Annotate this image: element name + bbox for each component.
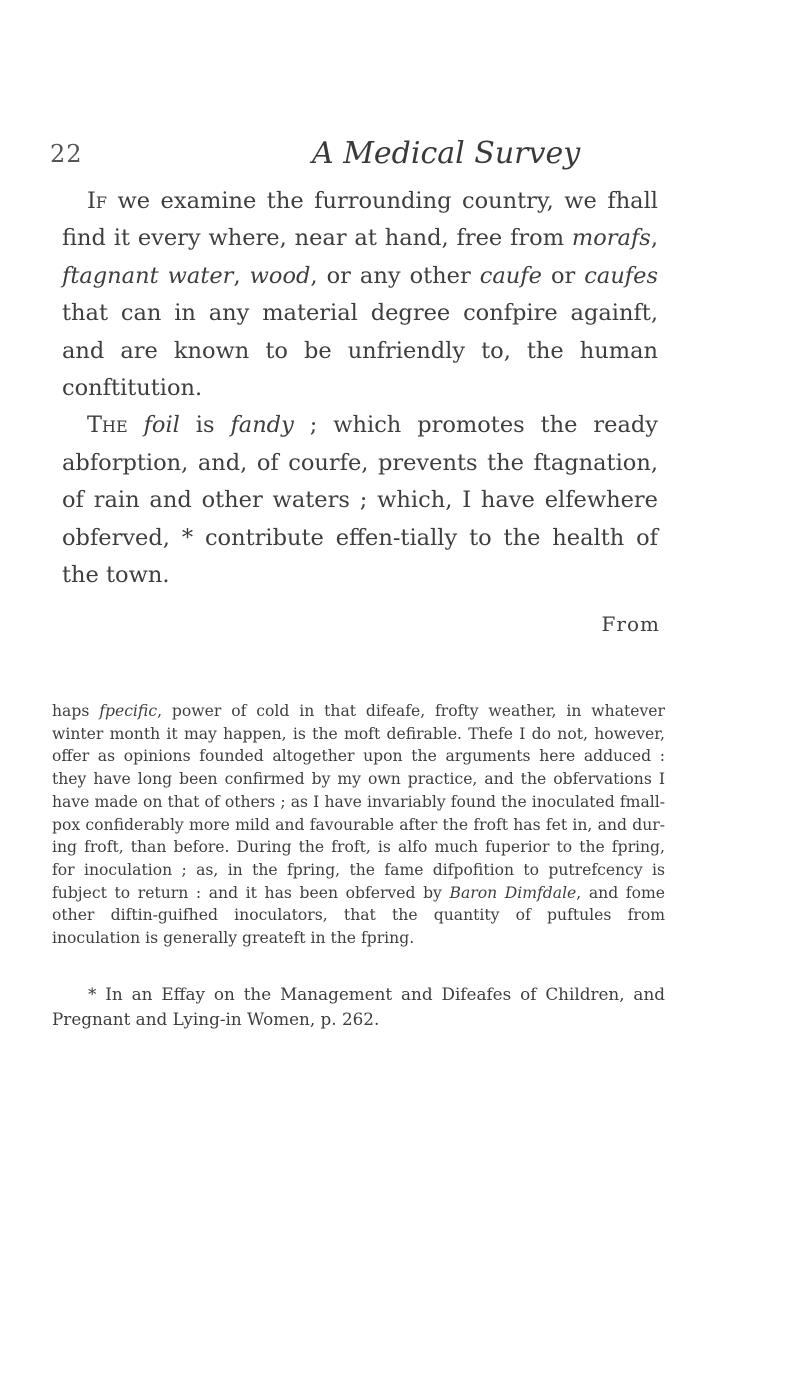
text-run: we examine the furrounding country, we fhall find it every where, near at hand, free from (62, 188, 658, 252)
italic-term: ftagnant water (62, 262, 234, 289)
text-run: ; which promotes the ready abforption, and, of courfe, prevents the ftagnation, of rain and other waters ; which, I have elfewhere obferved, * contribute effen-tially to the health of the town. (62, 412, 658, 589)
catchword: From (601, 612, 660, 636)
notes-area (52, 700, 665, 1032)
running-title: A Medical Survey (312, 136, 581, 171)
text-run: is (179, 412, 231, 439)
page-header (50, 136, 650, 180)
text-run: , and fome other diftin-guifhed inoculators, that the quantity of puftules from inoculation is generally greateft in the fpring. (52, 883, 665, 948)
text-run: , (650, 225, 658, 252)
text-run: haps (52, 702, 100, 720)
paragraph-soil (62, 407, 658, 594)
text-run: , or any other (310, 262, 480, 289)
text-run: , power of cold in that difeafe, frofty weather, in whatever winter month it may happen, is the moft defirable. Thefe I do not, however, offer as opinions founded altogether upon the arguments here adduced : they have long been confirmed by my own practice, and the obfervations I have made on that of others ; as I have invariably found the inoculated fmall-pox confiderably more mild and favourable after the froft has fet in, and dur-ing froft, than before. During the froft, is alfo much fuperior to the fpring, for inoculation ; as, in the fpring, the fame difpofition to putrefcency is fubject to return : and it has been obferved by (52, 702, 665, 902)
italic-term: caufes (584, 262, 658, 289)
italic-term: Baron Dimfdale (449, 883, 577, 902)
text-run: that can in any material degree confpire againft, and are known to be unfriendly to, the human conftitution. (62, 300, 658, 402)
text-run: , (233, 262, 250, 289)
text-run: or (541, 262, 585, 289)
italic-term: wood (249, 262, 311, 289)
italic-term: morafs (571, 225, 651, 252)
text-run (128, 412, 144, 438)
note-continuation (52, 700, 665, 950)
paragraph-opening-word: If (87, 188, 107, 214)
page-number: 22 (50, 140, 83, 168)
italic-term: foil (143, 412, 180, 439)
paragraph-opening-word: The (87, 412, 128, 439)
italic-term: fandy (230, 412, 294, 439)
paragraph-surrounding-country (62, 183, 658, 407)
footnote: * In an Effay on the Management and Difeafes of Children, and Pregnant and Lying-in Women, p. 262. (52, 983, 665, 1029)
italic-term: fpecific (99, 702, 158, 720)
italic-term: caufe (479, 262, 542, 289)
main-text (62, 183, 658, 594)
